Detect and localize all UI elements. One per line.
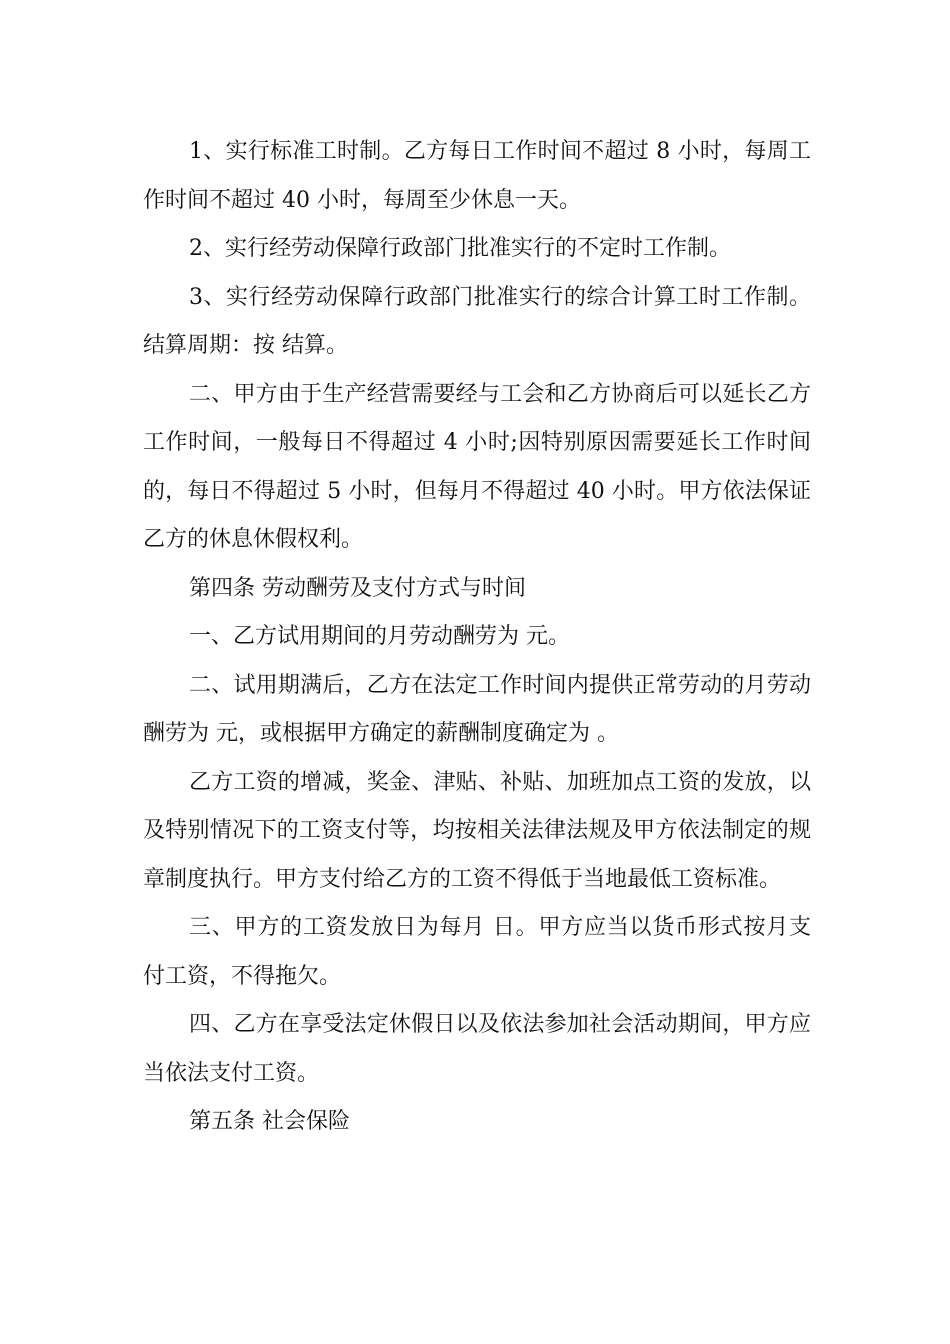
paragraph-standard-hours: 1、实行标准工时制。乙方每日工作时间不超过 8 小时，每周工作时间不超过 40 小时，每周至少休息一天。 bbox=[143, 139, 811, 213]
section-heading-article-5: 第五条 社会保险 bbox=[189, 1109, 350, 1134]
paragraph-wage-adjustments: 乙方工资的增减，奖金、津贴、补贴、加班加点工资的发放，以及特别情况下的工资支付等，均按相关法律法规及甲方依法制定的规章制度执行。甲方支付给乙方的工资不得低于当地最低工资标准。 bbox=[143, 769, 811, 892]
paragraph-payday: 三、甲方的工资发放日为每月 日。甲方应当以货币形式按月支付工资，不得拖欠。 bbox=[143, 915, 811, 989]
paragraph-comprehensive-hours: 3、实行经劳动保障行政部门批准实行的综合计算工时工作制。结算周期：按 结算。 bbox=[143, 284, 811, 358]
paragraph-overtime: 二、甲方由于生产经营需要经与工会和乙方协商后可以延长乙方工作时间，一般每日不得超过 4 小时;因特别原因需要延长工作时间的，每日不得超过 5 小时，但每月不得超过 40 小时。甲方依法保证乙方的休息休假权利。 bbox=[143, 381, 811, 552]
section-heading-article-4: 第四条 劳动酬劳及支付方式与时间 bbox=[189, 575, 526, 601]
paragraph-flexible-hours: 2、实行经劳动保障行政部门批准实行的不定时工作制。 bbox=[189, 236, 731, 261]
paragraph-holiday-pay: 四、乙方在享受法定休假日以及依法参加社会活动期间，甲方应当依法支付工资。 bbox=[143, 1012, 811, 1086]
paragraph-probation-pay: 一、乙方试用期间的月劳动酬劳为 元。 bbox=[189, 624, 570, 649]
document-body bbox=[143, 128, 811, 1147]
paragraph-regular-pay: 二、试用期满后，乙方在法定工作时间内提供正常劳动的月劳动酬劳为 元，或根据甲方确定的薪酬制度确定为 。 bbox=[143, 672, 811, 746]
